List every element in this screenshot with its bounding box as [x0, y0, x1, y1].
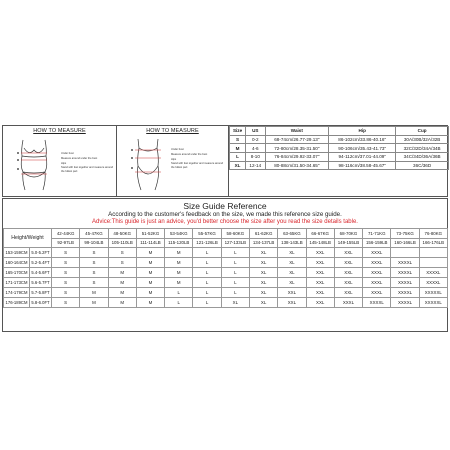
recommended-size-cell: XXXXL [419, 278, 447, 288]
weight-kg-cell: 68-70KG [334, 229, 362, 239]
weight-kg-cell: 66-67KG [306, 229, 334, 239]
recommended-size-cell: L [221, 258, 249, 268]
weight-kg-cell: 63-65KG [278, 229, 306, 239]
waist-cell: 68-74cm/26.77-29.13" [265, 135, 329, 144]
recommended-size-cell: XXL [306, 298, 334, 308]
recommended-size-cell: L [165, 288, 193, 298]
recommended-size-cell: XL [278, 278, 306, 288]
measure-callouts-right [171, 148, 227, 170]
recommended-size-cell: XXXL [363, 278, 391, 288]
recommended-size-cell: M [165, 248, 193, 258]
weight-kg-cell: 61-62KG [249, 229, 277, 239]
recommended-size-cell: XXXXL [391, 268, 419, 278]
height-ft-cell: 5.8-6.0FT [30, 298, 52, 308]
measurement-section [2, 125, 448, 197]
recommended-size-cell: XL [249, 268, 277, 278]
recommended-size-cell: XL [249, 248, 277, 258]
weight-lb-cell: 134-137LB [249, 238, 277, 248]
weight-kg-cell: 55-57KG [193, 229, 221, 239]
size-guide-row [4, 278, 448, 288]
recommended-size-cell: XXXL [363, 268, 391, 278]
recommended-size-cell: M [136, 278, 164, 288]
recommended-size-cell: M [80, 288, 108, 298]
callout-left-3: Hips [61, 161, 67, 165]
recommended-size-cell: L [221, 278, 249, 288]
callout-left-2: Measure around under the bust [61, 156, 98, 160]
recommended-size-cell: M [108, 288, 136, 298]
recommended-size-cell: L [193, 248, 221, 258]
height-cm-cell: 174-179CM [4, 288, 30, 298]
recommended-size-cell: M [136, 298, 164, 308]
recommended-size-cell: M [136, 258, 164, 268]
size-table-row [230, 161, 449, 170]
recommended-size-cell: S [80, 278, 108, 288]
how-to-measure-panel-right [117, 126, 229, 196]
weight-lb-cell: 105-110LB [108, 238, 136, 248]
recommended-size-cell: S [80, 248, 108, 258]
size-table-row [230, 144, 449, 153]
how-to-measure-panel-left [3, 126, 117, 196]
weight-lb-cell: 156-159LB [363, 238, 391, 248]
recommended-size-cell: XXXXXL [419, 298, 447, 308]
recommended-size-cell: L [221, 288, 249, 298]
recommended-size-cell: S [52, 298, 80, 308]
height-cm-cell: 153-159CM [4, 248, 30, 258]
recommended-size-cell [391, 248, 419, 258]
size-guide-row [4, 248, 448, 258]
how-to-measure-title-right: HOW TO MEASURE [146, 128, 199, 134]
recommended-size-cell: S [52, 248, 80, 258]
hip-cell: 94-112cm/37.01-44.09" [329, 152, 396, 161]
us-cell: 12-14 [246, 161, 265, 170]
recommended-size-cell: XL [278, 248, 306, 258]
header-size: Size [230, 127, 246, 136]
weight-kg-cell: 58-60KG [221, 229, 249, 239]
callout-left-1: Under bust [61, 152, 74, 155]
recommended-size-cell: XXXXL [391, 258, 419, 268]
height-ft-cell: 5.4-5.6FT [30, 268, 52, 278]
weight-kg-cell: 53-54KG [165, 229, 193, 239]
size-guide-advice: Advice:This guide is just an advice, you'd better choose the size after you read the size details table. [92, 219, 358, 225]
recommended-size-cell: XXL [334, 248, 362, 258]
weight-lb-cell: 111-114LB [136, 238, 164, 248]
recommended-size-cell: S [108, 248, 136, 258]
recommended-size-cell: XXL [278, 288, 306, 298]
weight-lb-cell: 149-155LB [334, 238, 362, 248]
us-cell: 4-6 [246, 144, 265, 153]
cup-cell: 30A/30B/32A/32B [396, 135, 449, 144]
recommended-size-cell: L [221, 268, 249, 278]
hip-cell: 86-102cm/33.86-40.16" [329, 135, 396, 144]
weight-lb-cell: 138-143LB [278, 238, 306, 248]
recommended-size-cell: M [136, 268, 164, 278]
size-guide-note: According to the customer's feedback on the size, we made this reference size guide. [108, 211, 342, 218]
hip-cell: 98-116cm/38.58-45.67" [329, 161, 396, 170]
recommended-size-cell: XXL [306, 248, 334, 258]
recommended-size-cell: XL [278, 268, 306, 278]
callout-right-1: Under bust [171, 148, 184, 151]
recommended-size-cell: L [165, 298, 193, 308]
recommended-size-cell: XXXXL [391, 298, 419, 308]
recommended-size-cell: S [52, 268, 80, 278]
recommended-size-cell: XXXXL [363, 298, 391, 308]
recommended-size-cell: M [136, 288, 164, 298]
recommended-size-cell: XXXL [363, 248, 391, 258]
weight-kg-cell: 71-71KG [363, 229, 391, 239]
height-cm-cell: 165-170CM [4, 268, 30, 278]
weight-kg-row [4, 229, 448, 239]
size-cell: M [230, 144, 246, 153]
recommended-size-cell: S [52, 288, 80, 298]
cup-cell: 32C/32D/34A/34B [396, 144, 449, 153]
recommended-size-cell: S [108, 258, 136, 268]
weight-kg-cell: 51-52KG [136, 229, 164, 239]
measure-callouts-left [61, 152, 116, 174]
recommended-size-cell: S [52, 258, 80, 268]
recommended-size-cell: S [52, 278, 80, 288]
weight-lb-cell: 92-97LB [52, 238, 80, 248]
cup-cell: 34C/34D/36A/36B [396, 152, 449, 161]
cup-cell: 36C/36D [396, 161, 449, 170]
size-table-body [230, 135, 449, 170]
recommended-size-cell: XXXL [363, 288, 391, 298]
height-ft-cell: 5.0-5.2FT [30, 248, 52, 258]
weight-kg-cell: 45-47KG [80, 229, 108, 239]
size-cell: S [230, 135, 246, 144]
recommended-size-cell: XXL [306, 268, 334, 278]
recommended-size-cell: XL [278, 258, 306, 268]
recommended-size-cell: XXL [334, 268, 362, 278]
recommended-size-cell: XXXXL [419, 268, 447, 278]
height-ft-cell: 5.2-5.4FT [30, 258, 52, 268]
us-cell: 8-10 [246, 152, 265, 161]
size-guide-row [4, 258, 448, 268]
recommended-size-cell: XL [249, 288, 277, 298]
size-guide-row [4, 288, 448, 298]
size-table-header-row [230, 127, 449, 136]
recommended-size-cell: XXXXL [391, 278, 419, 288]
us-cell: 0-2 [246, 135, 265, 144]
weight-kg-cell: 42-44KG [52, 229, 80, 239]
weight-lb-row [4, 238, 448, 248]
swimsuit-figure-illustration [125, 136, 171, 194]
size-table-row [230, 135, 449, 144]
recommended-size-cell: L [221, 248, 249, 258]
recommended-size-cell: L [193, 288, 221, 298]
size-guide-section [2, 198, 448, 332]
weight-lb-cell: 160-166LB [391, 238, 419, 248]
callout-left-4: Stand with feet together and measure around the fullest part [61, 166, 114, 173]
recommended-size-cell: M [165, 268, 193, 278]
recommended-size-cell: XXL [334, 278, 362, 288]
callout-right-3: Hips [171, 157, 177, 161]
weight-kg-cell: 48-50KG [108, 229, 136, 239]
header-waist: Waist [265, 127, 329, 136]
header-cup: Cup [396, 127, 449, 136]
recommended-size-cell: M [136, 248, 164, 258]
header-us: US [246, 127, 265, 136]
recommended-size-cell: XL [249, 258, 277, 268]
recommended-size-cell: XXXL [363, 258, 391, 268]
recommended-size-cell: XL [249, 298, 277, 308]
callout-right-2: Measure around under the bust [171, 152, 208, 156]
size-guide-row [4, 298, 448, 308]
recommended-size-cell: L [193, 278, 221, 288]
size-cell: XL [230, 161, 246, 170]
height-ft-cell: 5.6-5.7FT [30, 278, 52, 288]
recommended-size-cell: L [193, 298, 221, 308]
recommended-size-cell [419, 248, 447, 258]
height-cm-cell: 176-189CM [4, 298, 30, 308]
size-table-row [230, 152, 449, 161]
size-details-table [229, 126, 449, 170]
weight-lb-cell: 115-120LB [165, 238, 193, 248]
recommended-size-cell: XL [221, 298, 249, 308]
recommended-size-cell: M [108, 278, 136, 288]
recommended-size-cell [419, 258, 447, 268]
recommended-size-cell: XXL [306, 258, 334, 268]
recommended-size-cell: S [80, 268, 108, 278]
weight-lb-cell: 166-176LB [419, 238, 447, 248]
recommended-size-cell: L [193, 258, 221, 268]
weight-lb-cell: 127-133LB [221, 238, 249, 248]
size-guide-table-body [4, 229, 448, 308]
recommended-size-cell: XXL [306, 278, 334, 288]
bikini-figure-illustration [9, 136, 59, 194]
height-cm-cell: 171-173CM [4, 278, 30, 288]
recommended-size-cell: XXL [334, 258, 362, 268]
hip-cell: 90-106cm/35.43-41.73" [329, 144, 396, 153]
waist-cell: 80-88cm/31.50-34.65" [265, 161, 329, 170]
recommended-size-cell: XXXXXL [419, 288, 447, 298]
weight-kg-cell: 73-75KG [391, 229, 419, 239]
height-weight-corner-label: Height/Weight [4, 229, 52, 248]
recommended-size-cell: XXXXL [391, 288, 419, 298]
recommended-size-cell: L [193, 268, 221, 278]
recommended-size-cell: M [108, 298, 136, 308]
size-guide-title: Size Guide Reference [183, 201, 267, 211]
how-to-measure-title-left: HOW TO MEASURE [33, 128, 86, 134]
recommended-size-cell: M [165, 278, 193, 288]
recommended-size-cell: XXXL [334, 298, 362, 308]
height-cm-cell: 160-164CM [4, 258, 30, 268]
weight-lb-cell: 121-126LB [193, 238, 221, 248]
recommended-size-cell: XXL [334, 288, 362, 298]
callout-right-4: Stand with feet together and measure around the fullest part [171, 162, 224, 169]
recommended-size-cell: M [80, 298, 108, 308]
size-guide-row [4, 268, 448, 278]
recommended-size-cell: XXL [306, 288, 334, 298]
recommended-size-cell: S [80, 258, 108, 268]
weight-lb-cell: 99-104LB [80, 238, 108, 248]
recommended-size-cell: XXL [278, 298, 306, 308]
recommended-size-cell: M [165, 258, 193, 268]
size-guide-table [3, 228, 448, 308]
recommended-size-cell: XL [249, 278, 277, 288]
waist-cell: 76-84cm/29.92-33.07" [265, 152, 329, 161]
recommended-size-cell: M [108, 268, 136, 278]
weight-kg-cell: 76-80KG [419, 229, 447, 239]
size-cell: L [230, 152, 246, 161]
height-ft-cell: 5.7-5.8FT [30, 288, 52, 298]
waist-cell: 72-80cm/28.35-31.50" [265, 144, 329, 153]
header-hip: Hip [329, 127, 396, 136]
weight-lb-cell: 145-148LB [306, 238, 334, 248]
